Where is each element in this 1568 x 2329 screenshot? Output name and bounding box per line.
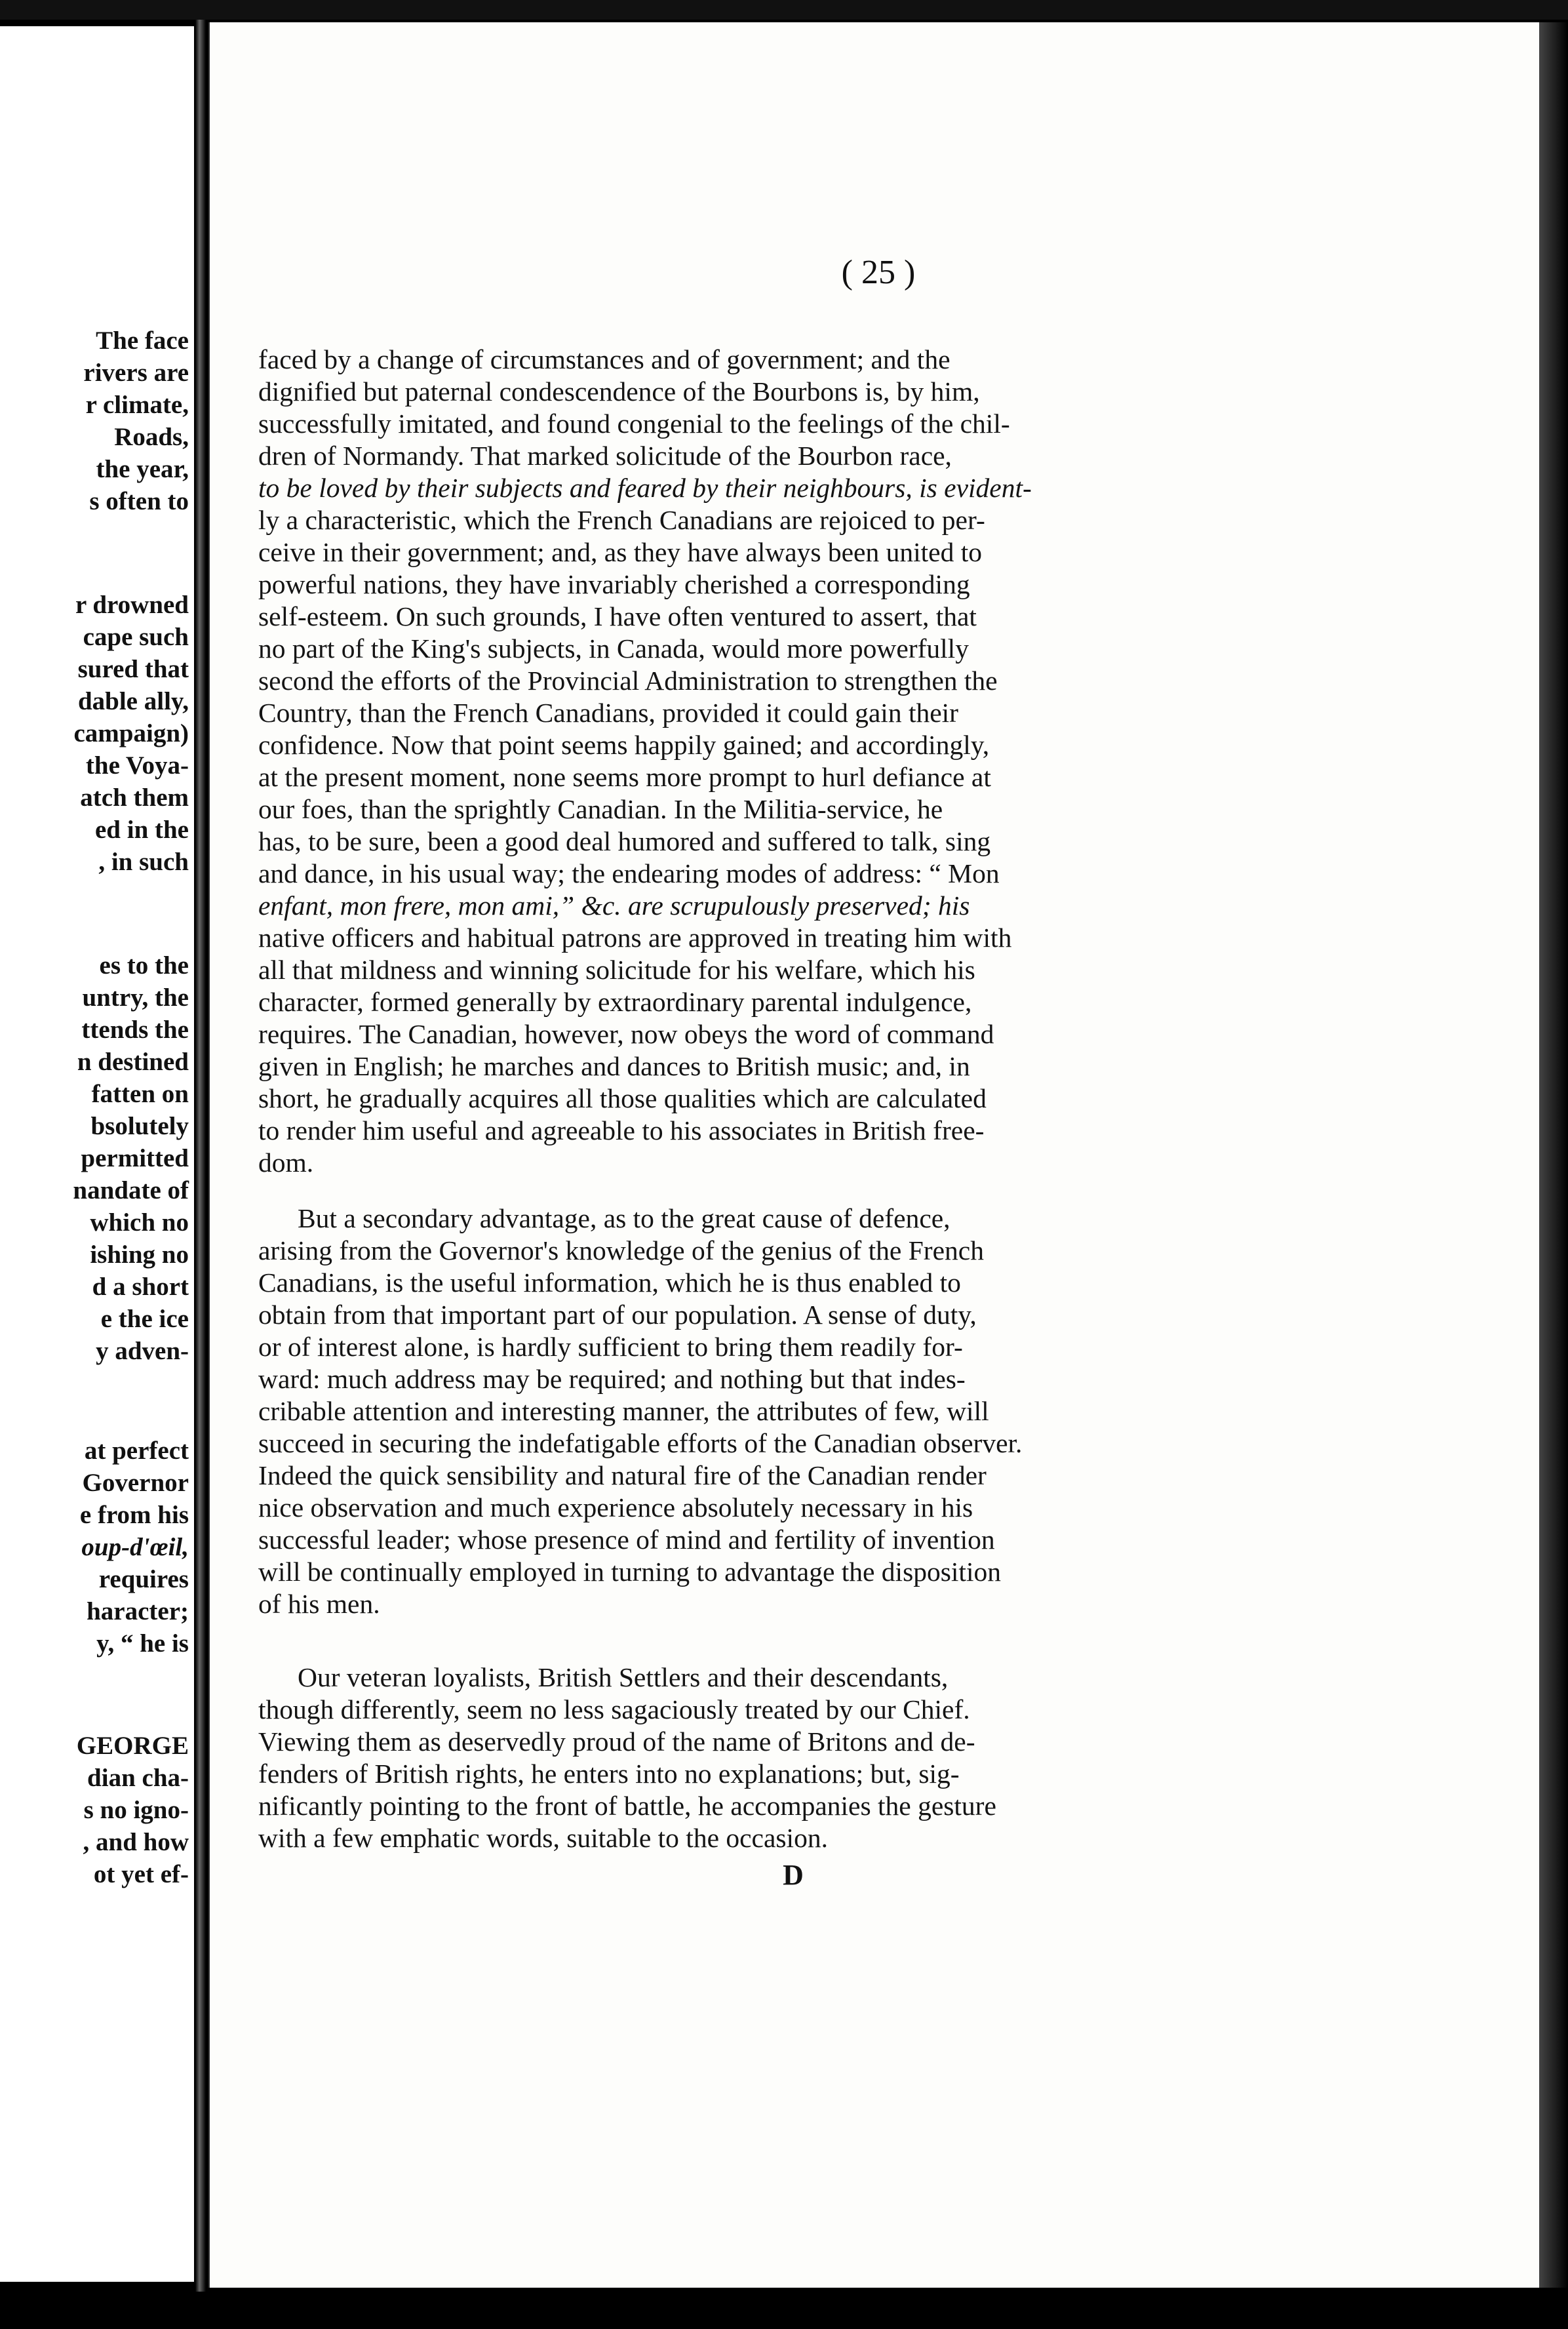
text-line: given in English; he marches and dances to British music; and, in [258, 1051, 970, 1081]
left-fragment-line: the Voya- [85, 751, 189, 780]
left-fragment-line: the year, [96, 455, 189, 483]
text-line: succeed in securing the indefatigable efforts of the Canadian observer. [258, 1428, 1023, 1458]
left-fragment-line: atch them [80, 784, 189, 812]
left-fragment-line: s often to [89, 487, 189, 515]
text-line: dignified but paternal condescendence of the Bourbons is, by him, [258, 376, 980, 407]
text-line: short, he gradually acquires all those qualities which are calculated [258, 1083, 987, 1113]
text-line: dren of Normandy. That marked solicitude of the Bourbon race, [258, 441, 952, 471]
left-fragment-line: haracter; [87, 1597, 189, 1625]
text-line: native officers and habitual patrons are approved in treating him with [258, 923, 1012, 953]
text-line: successful leader; whose presence of mind and fertility of invention [258, 1524, 995, 1555]
left-fragment-line: ishing no [90, 1241, 189, 1269]
scan-top-border [0, 0, 1568, 20]
left-fragment-line: at perfect [84, 1437, 189, 1465]
text-line: Canadians, is the useful information, which he is thus enabled to [258, 1267, 961, 1298]
text-line: powerful nations, they have invariably cherished a corresponding [258, 569, 970, 599]
text-line: ceive in their government; and, as they have always been united to [258, 537, 982, 567]
left-fragment-line: ed in the [94, 816, 189, 844]
left-fragment-line: e from his [79, 1501, 189, 1529]
text-line-italic: enfant, mon frere, mon ami,” &c. are scrupulously preserved; his [258, 890, 970, 921]
left-fragment-line: dable ally, [77, 687, 189, 715]
left-fragment-line: n destined [77, 1048, 189, 1076]
text-line: ly a characteristic, which the French Canadians are rejoiced to per- [258, 505, 985, 535]
left-fragment-line: The face [96, 327, 189, 355]
signature-mark: D [783, 1859, 804, 1891]
text-line: character, formed generally by extraordinary parental indulgence, [258, 987, 972, 1017]
text-line: all that mildness and winning solicitude for his welfare, which his [258, 955, 975, 985]
left-fragment-line: Roads, [114, 423, 189, 451]
text-line: Our veteran loyalists, British Settlers and their descendants, [298, 1662, 949, 1692]
left-fragment-line: nandate of [73, 1176, 189, 1204]
left-fragment-line: ot yet ef- [93, 1860, 189, 1888]
left-fragment-line: y adven- [96, 1337, 189, 1365]
text-line: or of interest alone, is hardly sufficient to bring them readily for- [258, 1332, 963, 1362]
text-line: nice observation and much experience absolutely necessary in his [258, 1492, 973, 1523]
text-line: with a few emphatic words, suitable to the occasion. [258, 1823, 828, 1853]
text-line: and dance, in his usual way; the endearing modes of address: “ Mon [258, 858, 1000, 888]
left-fragment-line: untry, the [82, 984, 189, 1012]
left-fragment-line: , and how [83, 1828, 189, 1856]
text-line: nificantly pointing to the front of battle, he accompanies the gesture [258, 1791, 996, 1821]
left-fragment-line: cape such [83, 623, 189, 651]
left-fragment-line: requires [98, 1565, 189, 1593]
text-line: will be continually employed in turning to advantage the disposition [258, 1557, 1001, 1587]
scan-bottom-border [0, 2292, 1568, 2329]
left-fragment-line: ttends the [81, 1016, 189, 1044]
left-fragment-line: r drowned [75, 591, 189, 619]
text-line: ward: much address may be required; and nothing but that indes- [258, 1364, 966, 1394]
left-fragment-line: dian cha- [87, 1764, 189, 1792]
paragraph-2 [258, 1203, 1215, 1620]
page-number: ( 25 ) [841, 254, 916, 291]
text-line: successfully imitated, and found congenial to the feelings of the chil- [258, 408, 1010, 439]
paragraph-1 [258, 344, 1215, 1179]
text-line: arising from the Governor's knowledge of the genius of the French [258, 1235, 984, 1265]
text-line: dom. [258, 1147, 314, 1178]
left-facing-page [0, 26, 194, 2282]
text-line: But a secondary advantage, as to the great cause of defence, [298, 1203, 951, 1233]
left-fragment-line: , in such [98, 848, 189, 876]
left-fragment-line: sured that [77, 655, 189, 683]
paragraph-3 [258, 1662, 1215, 1854]
text-line: at the present moment, none seems more prompt to hurl defiance at [258, 762, 991, 792]
left-fragment-line: bsolutely [90, 1112, 189, 1140]
text-line: our foes, than the sprightly Canadian. In the Militia-service, he [258, 794, 943, 824]
left-fragment-line: rivers are [83, 359, 189, 387]
left-fragment-line: which no [90, 1208, 189, 1237]
text-line: Indeed the quick sensibility and natural fire of the Canadian render [258, 1460, 987, 1490]
left-fragment-line: d a short [92, 1273, 189, 1301]
left-fragment-line: fatten on [91, 1080, 189, 1108]
text-line: requires. The Canadian, however, now obeys the word of command [258, 1019, 994, 1049]
right-page [208, 22, 1540, 2288]
text-line: to render him useful and agreeable to his associates in British free- [258, 1115, 985, 1145]
left-fragment-line: oup-d'œil, [81, 1533, 189, 1561]
text-line: though differently, seem no less sagaciously treated by our Chief. [258, 1694, 970, 1724]
text-line: self-esteem. On such grounds, I have often ventured to assert, that [258, 601, 977, 631]
left-fragment-line: campaign) [73, 719, 189, 747]
left-fragment-line: permitted [81, 1144, 189, 1172]
left-fragment-line: e the ice [100, 1305, 189, 1333]
text-line: Country, than the French Canadians, provided it could gain their [258, 698, 958, 728]
text-line: faced by a change of circumstances and of government; and the [258, 344, 951, 374]
left-fragment-line: y, “ he is [96, 1629, 189, 1658]
text-line-italic: to be loved by their subjects and feared by their neighbours, is evident- [258, 473, 1032, 503]
left-fragment-line: GEORGE [76, 1732, 189, 1760]
text-line: confidence. Now that point seems happily gained; and accordingly, [258, 730, 990, 760]
text-line: second the efforts of the Provincial Administration to strengthen the [258, 666, 998, 696]
text-line: has, to be sure, been a good deal humored and suffered to talk, sing [258, 826, 991, 856]
text-line: Viewing them as deservedly proud of the name of Britons and de- [258, 1726, 975, 1757]
text-line: cribable attention and interesting manner, the attributes of few, will [258, 1396, 989, 1426]
left-fragment-line: s no igno- [83, 1796, 189, 1824]
text-line: of his men. [258, 1589, 380, 1619]
left-fragment-line: es to the [99, 951, 189, 980]
page-edge-shadow [1539, 22, 1568, 2288]
text-line: no part of the King's subjects, in Canada, would more powerfully [258, 633, 969, 664]
text-line: fenders of British rights, he enters into no explanations; but, sig- [258, 1759, 960, 1789]
text-line: obtain from that important part of our population. A sense of duty, [258, 1300, 977, 1330]
left-fragment-line: r climate, [85, 391, 189, 419]
book-gutter [195, 20, 206, 2292]
left-fragment-line: Governor [82, 1469, 189, 1497]
